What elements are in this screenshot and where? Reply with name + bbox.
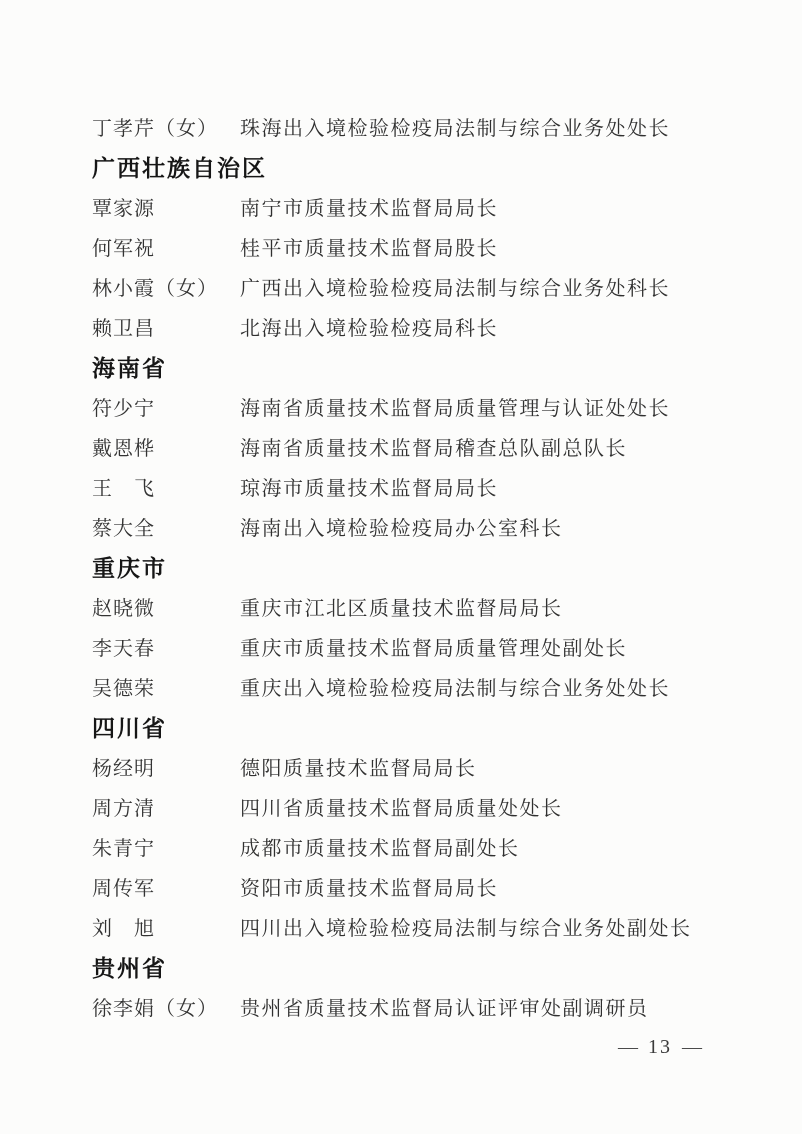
person-name: 覃家源 [92, 197, 155, 220]
person-position: 成都市质量技术监督局副处长 [240, 837, 520, 860]
province-header [92, 946, 762, 986]
person-name: 何军祝 [92, 237, 155, 260]
award-roster [92, 106, 762, 1026]
person-name: 刘 旭 [92, 917, 155, 940]
roster-row [92, 226, 762, 266]
person-position: 重庆出入境检验检疫局法制与综合业务处处长 [240, 677, 670, 700]
roster-row [92, 666, 762, 706]
province-header [92, 546, 762, 586]
province-header-label: 广西壮族自治区 [92, 154, 267, 181]
roster-row [92, 306, 762, 346]
person-position: 重庆市江北区质量技术监督局局长 [240, 597, 563, 620]
person-name: 朱青宁 [92, 837, 155, 860]
roster-row [92, 386, 762, 426]
roster-row [92, 826, 762, 866]
person-position: 桂平市质量技术监督局股长 [240, 237, 498, 260]
province-header-label: 海南省 [92, 354, 167, 381]
roster-row [92, 426, 762, 466]
roster-row [92, 626, 762, 666]
province-header [92, 146, 762, 186]
province-header-label: 贵州省 [92, 954, 167, 981]
page-number-right-dash: — [682, 1036, 702, 1058]
roster-row [92, 986, 762, 1026]
person-name: 周方清 [92, 797, 155, 820]
person-position: 珠海出入境检验检疫局法制与综合业务处处长 [240, 117, 670, 140]
person-name: 杨经明 [92, 757, 155, 780]
roster-row [92, 866, 762, 906]
person-position: 重庆市质量技术监督局质量管理处副处长 [240, 637, 627, 660]
person-position: 海南省质量技术监督局稽查总队副总队长 [240, 437, 627, 460]
person-position: 德阳质量技术监督局局长 [240, 757, 477, 780]
person-position: 广西出入境检验检疫局法制与综合业务处科长 [240, 277, 670, 300]
person-position: 北海出入境检验检疫局科长 [240, 317, 498, 340]
person-name: 吴德荣 [92, 677, 155, 700]
person-name: 戴恩桦 [92, 437, 155, 460]
person-name: 李天春 [92, 637, 155, 660]
province-header [92, 706, 762, 746]
person-position: 琼海市质量技术监督局局长 [240, 477, 498, 500]
roster-row [92, 106, 762, 146]
roster-row [92, 186, 762, 226]
roster-row [92, 746, 762, 786]
person-name: 周传军 [92, 877, 155, 900]
person-name: 王 飞 [92, 477, 155, 500]
person-position: 四川省质量技术监督局质量处处长 [240, 797, 563, 820]
page-number-left-dash: — [618, 1036, 638, 1058]
person-name: 赵晓微 [92, 597, 155, 620]
province-header-label: 四川省 [92, 714, 167, 741]
person-position: 四川出入境检验检疫局法制与综合业务处副处长 [240, 917, 692, 940]
person-position: 贵州省质量技术监督局认证评审处副调研员 [240, 997, 649, 1020]
person-name: 徐李娟（女） [92, 997, 218, 1020]
roster-row [92, 786, 762, 826]
person-position: 资阳市质量技术监督局局长 [240, 877, 498, 900]
roster-row [92, 586, 762, 626]
roster-row [92, 906, 762, 946]
person-name: 赖卫昌 [92, 317, 155, 340]
person-position: 南宁市质量技术监督局局长 [240, 197, 498, 220]
province-header [92, 346, 762, 386]
page-number [608, 1036, 712, 1059]
roster-row [92, 266, 762, 306]
person-name: 蔡大全 [92, 517, 155, 540]
page-number-value: 13 [648, 1036, 672, 1058]
person-position: 海南省质量技术监督局质量管理与认证处处长 [240, 397, 670, 420]
roster-row [92, 466, 762, 506]
roster-row [92, 506, 762, 546]
person-name: 符少宁 [92, 397, 155, 420]
province-header-label: 重庆市 [92, 554, 167, 581]
person-name: 丁孝芹（女） [92, 117, 218, 140]
person-position: 海南出入境检验检疫局办公室科长 [240, 517, 563, 540]
person-name: 林小霞（女） [92, 277, 218, 300]
